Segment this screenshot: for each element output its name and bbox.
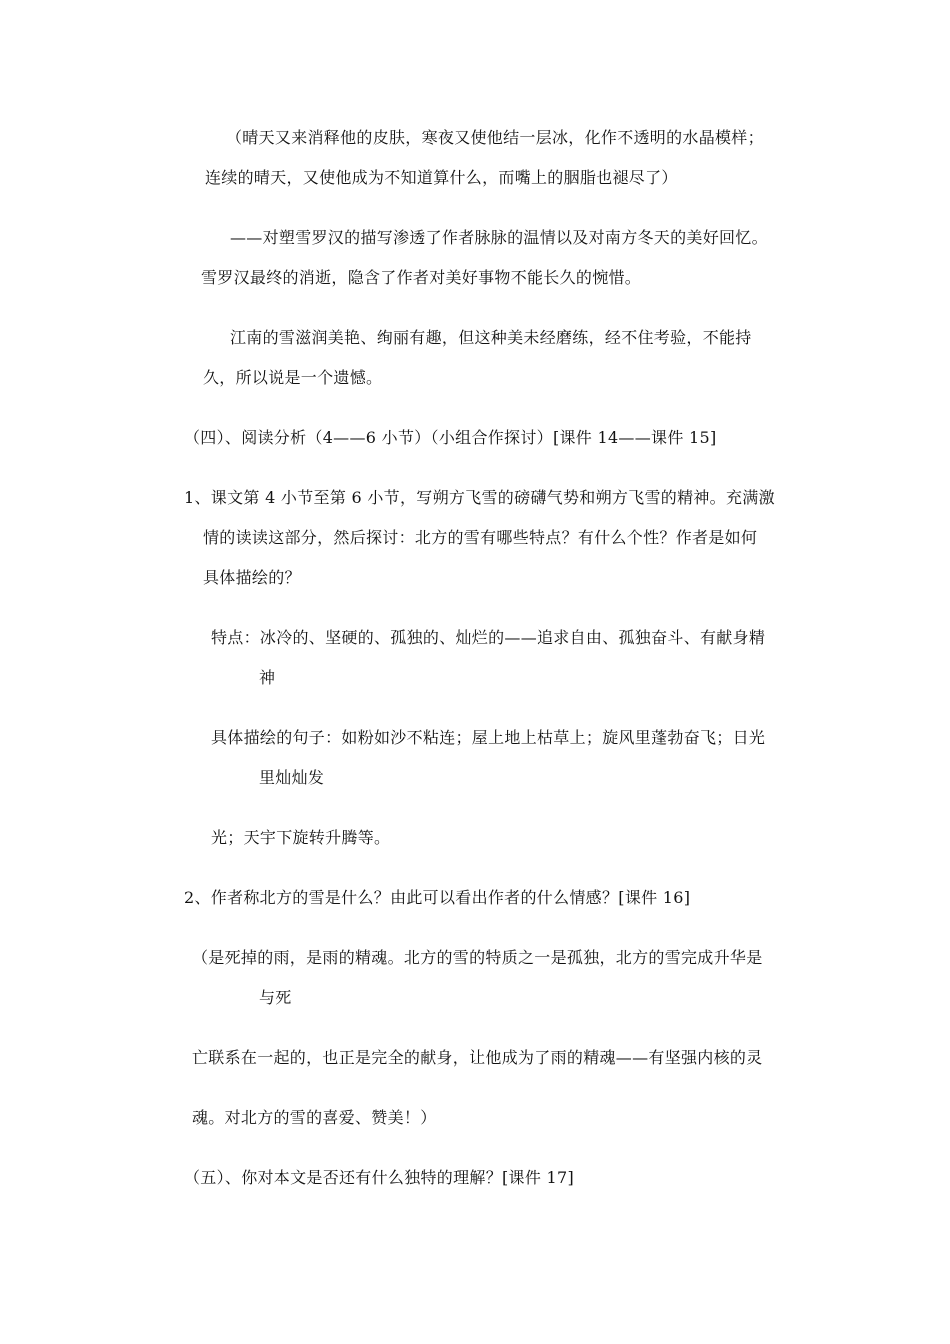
question-1-line-3: 具体描绘的？: [203, 568, 301, 587]
answer-sentences-line-1: 具体描绘的句子：如粉如沙不粘连；屋上地上枯草上；旋风里蓬勃奋飞；日光: [211, 728, 766, 747]
answer-2-line-4: 魂。对北方的雪的喜爱、赞美！）: [192, 1108, 437, 1127]
question-1-line-1: 1、课文第 4 小节至第 6 小节，写朔方飞雪的磅礴气势和朔方飞雪的精神。充满激: [184, 488, 775, 507]
section-heading-4: （四）、阅读分析（4——6 小节）（小组合作探讨）[课件 14——课件 15]: [184, 428, 717, 447]
section-heading-5: （五）、你对本文是否还有什么独特的理解？[课件 17]: [184, 1168, 575, 1187]
answer-features-line-1: 特点：冰冷的、坚硬的、孤独的、灿烂的——追求自由、孤独奋斗、有献身精: [211, 628, 766, 647]
question-2: 2、作者称北方的雪是什么？由此可以看出作者的什么情感？[课件 16]: [184, 888, 691, 907]
answer-2-line-2: 与死: [259, 988, 292, 1007]
paragraph-line-6: 久，所以说是一个遗憾。: [203, 368, 383, 387]
answer-2-line-1: （是死掉的雨，是雨的精魂。北方的雪的特质之一是孤独，北方的雪完成升华是: [192, 948, 763, 967]
paragraph-line-2: 连续的晴天，又使他成为不知道算什么，而嘴上的胭脂也褪尽了）: [205, 168, 678, 187]
paragraph-line-1: （晴天又来消释他的皮肤，寒夜又使他结一层冰，化作不透明的水晶模样；: [226, 128, 764, 147]
answer-2-line-3: 亡联系在一起的，也正是完全的献身，让他成为了雨的精魂——有坚强内核的灵: [192, 1048, 763, 1067]
answer-sentences-line-3: 光；天宇下旋转升腾等。: [211, 828, 391, 847]
paragraph-line-5: 江南的雪滋润美艳、绚丽有趣，但这种美未经磨练，经不住考验，不能持: [230, 328, 752, 347]
paragraph-line-3: ——对塑雪罗汉的描写渗透了作者脉脉的温情以及对南方冬天的美好回忆。: [230, 228, 768, 247]
question-1-line-2: 情的读读这部分，然后探讨：北方的雪有哪些特点？有什么个性？作者是如何: [203, 528, 758, 547]
answer-sentences-line-2: 里灿灿发: [259, 768, 325, 787]
answer-features-line-2: 神: [259, 668, 276, 687]
paragraph-line-4: 雪罗汉最终的消逝，隐含了作者对美好事物不能长久的惋惜。: [201, 268, 642, 287]
